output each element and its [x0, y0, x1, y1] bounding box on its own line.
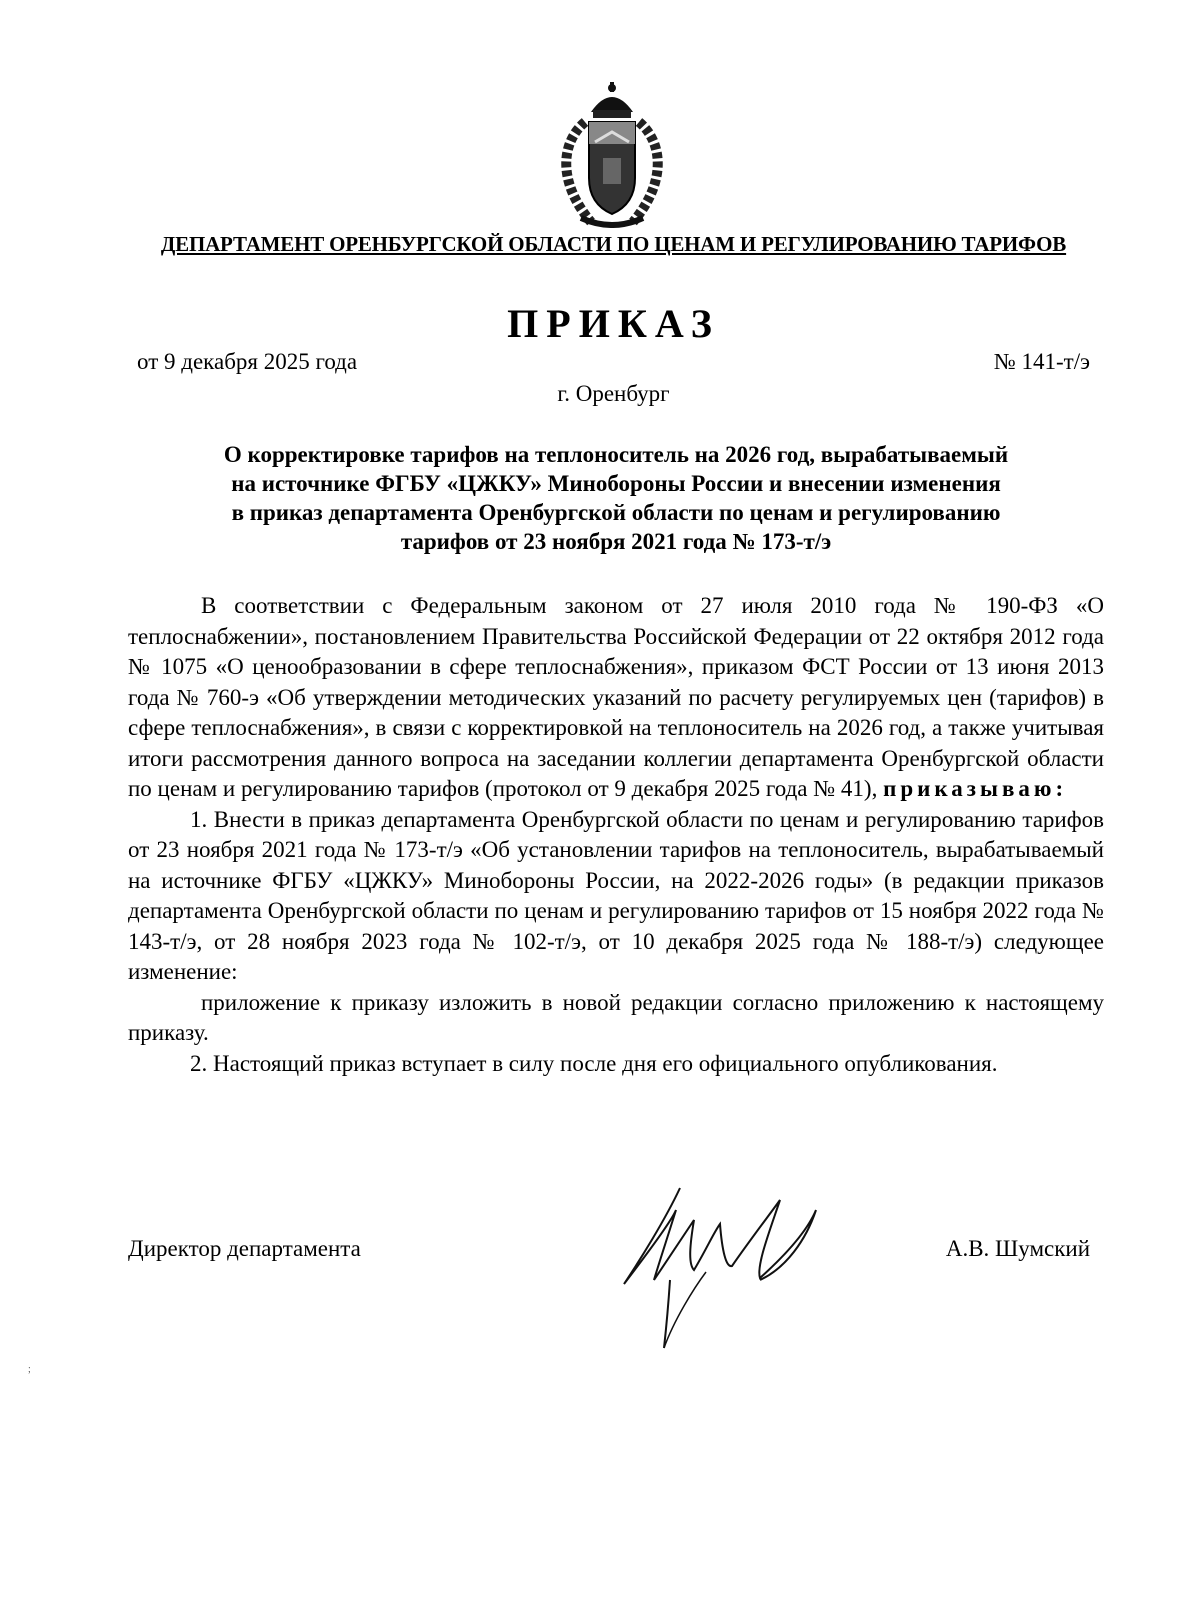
signatory-position: Директор департамента [128, 1236, 361, 1261]
item-1-sub-paragraph: приложение к приказу изложить в новой редакции согласно приложению к настоящему приказу. [128, 989, 1104, 1045]
subject-line: в приказ департамента Оренбургской области по ценам и регулированию [231, 500, 1001, 525]
document-city: г. Оренбург [557, 381, 670, 406]
subject-line: О корректировке тарифов на теплоноситель на 2026 год, вырабатываемый [223, 442, 1009, 467]
document-body [128, 591, 1104, 1079]
preamble-paragraph [128, 591, 1104, 805]
document-date: от 9 декабря 2025 года [137, 349, 358, 374]
document-subject [130, 440, 1102, 556]
order-word: приказываю: [883, 776, 1068, 801]
handwritten-signature-icon [610, 1180, 840, 1350]
preamble-text: В соответствии с Федеральным законом от 27 июля 2010 года № 190-ФЗ «О теплоснабжении», постановлением Правительства Российской Федерации от 22 октября 2012 года № 1075 «О ценообразовании в сфере теплоснабжения», приказом ФСТ России от 13 июня 2013 года № 760-э «Об утверждении методических указаний по расчету регулируемых цен (тарифов) в сфере теплоснабжения», в связи с корректировкой на теплоноситель на 2026 год, а также учитывая итоги рассмотрения данного вопроса на заседании коллегии департамента Оренбургской области по ценам и регулированию тарифов (протокол от 9 декабря 2025 года № 41), [128, 593, 1104, 801]
coat-of-arms-icon [551, 82, 673, 228]
document-number: № 141-т/э [993, 349, 1090, 374]
subject-line: на источнике ФГБУ «ЦЖКУ» Минобороны России и внесении изменения [231, 471, 1001, 496]
item-1-paragraph: 1. Внести в приказ департамента Оренбургской области по ценам и регулированию тарифов от 23 ноября 2021 года № 173-т/э «Об установлении тарифов на теплоноситель, вырабатываемый на источнике ФГБУ «ЦЖКУ» Минобороны России, на 2022-2026 годы» (в редакции приказов департамента Оренбургской области по ценам и регулированию тарифов от 15 ноября 2022 года № 143-т/э, от 28 ноября 2023 года № 102-т/э, от 10 декабря 2025 года № 188-т/э) следующее изменение: [128, 806, 1104, 984]
scan-mark: ; [28, 1364, 31, 1375]
subject-line: тарифов от 23 ноября 2021 года № 173-т/э [400, 529, 832, 554]
document-title: ПРИКАЗ [507, 301, 720, 346]
item-2-paragraph: 2. Настоящий приказ вступает в силу после дня его официального опубликования. [190, 1050, 998, 1076]
signatory-name: А.В. Шумский [945, 1236, 1090, 1261]
organization-name: ДЕПАРТАМЕНТ ОРЕНБУРГСКОЙ ОБЛАСТИ ПО ЦЕНАМ И РЕГУЛИРОВАНИЮ ТАРИФОВ [160, 232, 1067, 256]
